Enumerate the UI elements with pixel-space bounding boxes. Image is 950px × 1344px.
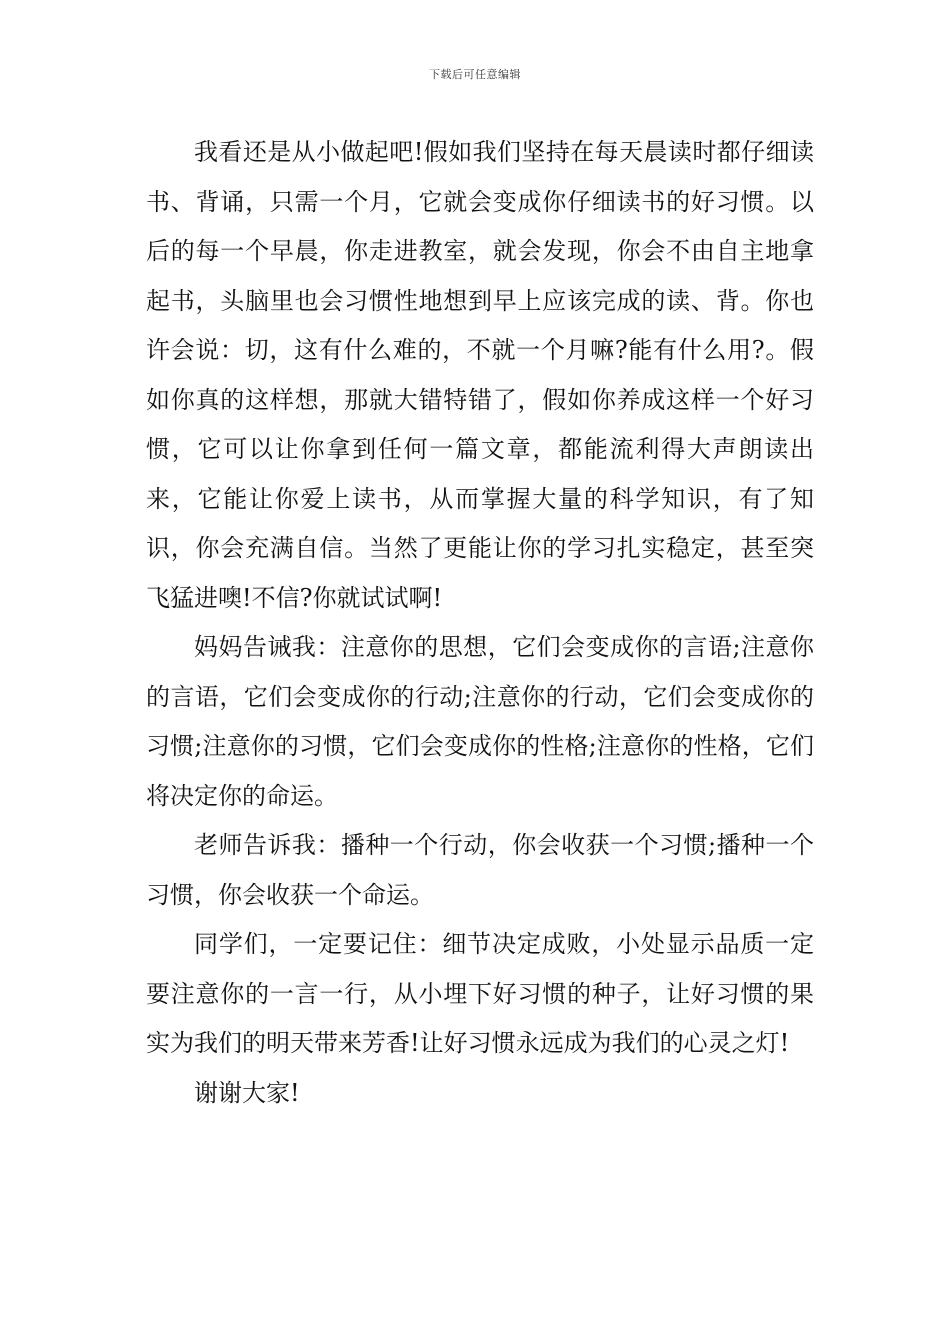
document-body (146, 128, 814, 1118)
paragraph-classmates-reminder: 同学们，一定要记住：细节决定成败，小处显示品质一定要注意你的一言一行，从小埋下好习惯的种子，让好习惯的果实为我们的明天带来芳香!让好习惯永远成为我们的心灵之灯! (146, 930, 814, 1057)
page-header-note: 下载后可任意编辑 (429, 68, 521, 81)
paragraph-habit-reading: 我看还是从小做起吧!假如我们坚持在每天晨读时都仔细读书、背诵，只需一个月，它就会变成你仔细读书的好习惯。以后的每一个早晨，你走进教室，就会发现，你会不由自主地拿起书，头脑里也会习惯性地想到早上应该完成的读、背。你也许会说：切，这有什么难的，不就一个月嘛?能有什么用?。假如你真的这样想，那就大错特错了，假如你养成这样一个好习惯，它可以让你拿到任何一篇文章，都能流利得大声朗读出来，它能让你爱上读书，从而掌握大量的科学知识，有了知识，你会充满自信。当然了更能让你的学习扎实稳定，甚至突飞猛进噢!不信?你就试试啊! (146, 138, 814, 612)
paragraph-mother-advice: 妈妈告诫我：注意你的思想，它们会变成你的言语;注意你的言语，它们会变成你的行动;注意你的行动，它们会变成你的习惯;注意你的习惯，它们会变成你的性格;注意你的性格，它们将决定你的命运。 (146, 633, 814, 810)
paragraph-teacher-advice: 老师告诉我：播种一个行动，你会收获一个习惯;播种一个习惯，你会收获一个命运。 (146, 831, 814, 909)
paragraph-thanks: 谢谢大家! (194, 1078, 300, 1107)
